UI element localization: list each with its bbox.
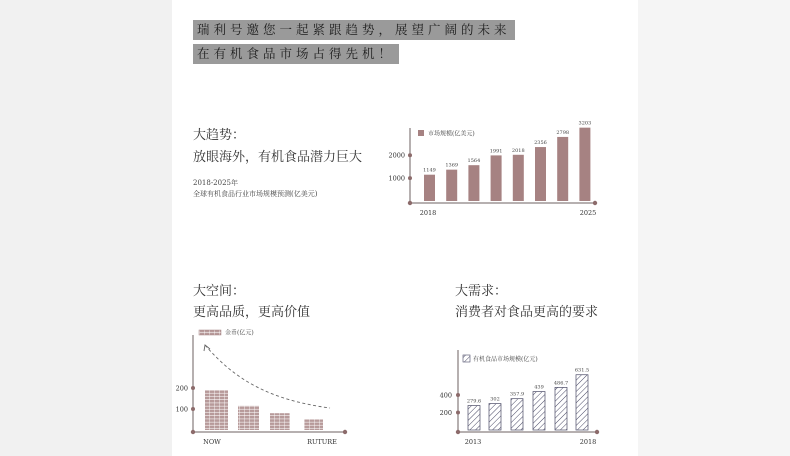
bar-value-label-2018: 631.5 — [574, 367, 590, 374]
x-tick-label-start: NOW — [203, 438, 221, 446]
legend-swatch — [463, 355, 470, 362]
bar-2023 — [535, 147, 546, 201]
bar-value-label-2020: 1564 — [467, 158, 481, 165]
bar-value-label-2024: 2798 — [556, 129, 570, 136]
bar-2015 — [511, 399, 523, 430]
coin-stack-bar-4 — [304, 420, 323, 431]
bar-value-label-2016: 439 — [534, 384, 544, 391]
bar-value-label-2021: 1991 — [489, 148, 503, 155]
x-tick-label-end: RUTURE — [307, 438, 337, 446]
y-tick-dot-200 — [191, 386, 195, 390]
trend-caption: 全球有机食品行业市场规模预测(亿美元) — [193, 190, 318, 198]
market-forecast-chart — [388, 121, 597, 217]
headline-line-1: 瑞利号邀您一起紧跟趋势，展望广阔的未来 — [193, 20, 515, 40]
legend-swatch — [418, 130, 424, 136]
coin-stack-bar-3 — [270, 413, 290, 430]
bar-2024 — [557, 137, 568, 201]
trend-subheading: 放眼海外，有机食品潜力巨大 — [193, 150, 363, 165]
bar-2019 — [446, 170, 457, 201]
legend-label: 市场规模(亿美元) — [428, 130, 475, 138]
axis-end-dot — [595, 430, 599, 434]
y-tick-dot-1000 — [408, 176, 412, 180]
domestic-market-chart — [440, 350, 600, 446]
bar-value-label-2023: 2356 — [534, 140, 547, 147]
bar-value-label-2013: 279.6 — [466, 398, 482, 405]
axis-origin-dot — [408, 201, 412, 205]
axis-end-dot — [343, 430, 347, 434]
headline-line-2: 在有机食品市场占得先机！ — [193, 44, 399, 64]
y-tick-label-200: 200 — [439, 409, 452, 417]
axis-origin-dot — [191, 430, 195, 434]
bar-value-label-2022: 2018 — [511, 147, 525, 154]
y-tick-label-200: 200 — [175, 384, 188, 393]
bar-2018 — [576, 375, 588, 430]
bar-2016 — [533, 392, 545, 430]
x-tick-label-end: 2025 — [579, 209, 597, 217]
space-heading: 大空间： — [193, 284, 246, 299]
bar-2018 — [424, 175, 435, 201]
y-tick-dot-200 — [456, 411, 460, 415]
y-tick-label-1000: 1000 — [388, 174, 405, 183]
bar-2014 — [489, 404, 501, 430]
bar-value-label-2017: 486.7 — [553, 380, 569, 387]
bar-2017 — [555, 387, 567, 430]
y-tick-dot-2000 — [408, 153, 412, 157]
value-space-chart — [176, 329, 348, 447]
y-tick-dot-400 — [456, 393, 460, 397]
bar-value-label-2019: 1369 — [445, 162, 459, 169]
bar-2020 — [468, 165, 479, 201]
legend-label: 金币(亿元) — [225, 329, 254, 337]
trend-years: 2018-2025年 — [193, 179, 238, 187]
coin-stack-bar-2 — [238, 406, 259, 430]
bar-2021 — [491, 155, 502, 201]
bar-value-label-2025: 3203 — [578, 120, 592, 127]
bar-2013 — [468, 406, 480, 430]
x-tick-label-start: 2018 — [419, 209, 437, 217]
y-tick-label-2000: 2000 — [388, 151, 405, 160]
bar-value-label-2014: 302 — [490, 396, 500, 403]
y-tick-dot-100 — [191, 407, 195, 411]
trend-heading: 大趋势： — [193, 128, 246, 143]
space-subheading: 更高品质，更高价值 — [193, 305, 311, 320]
bar-2022 — [513, 155, 524, 201]
axis-end-dot — [593, 201, 597, 205]
x-tick-label-start: 2013 — [464, 438, 482, 446]
y-tick-label-400: 400 — [439, 391, 452, 400]
axis-origin-dot — [456, 430, 460, 434]
demand-heading: 大需求： — [455, 284, 508, 299]
y-tick-label-100: 100 — [175, 405, 188, 414]
demand-subheading: 消费者对食品更高的要求 — [455, 305, 599, 320]
bar-2025 — [579, 128, 590, 201]
legend-swatch — [199, 330, 221, 335]
coin-stack-bar-1 — [205, 390, 228, 430]
legend-label: 有机食品市场规模(亿元) — [473, 356, 538, 363]
bar-value-label-2015: 357.9 — [509, 391, 525, 398]
bar-value-label-2018: 1149 — [423, 167, 436, 174]
x-tick-label-end: 2018 — [579, 438, 597, 446]
